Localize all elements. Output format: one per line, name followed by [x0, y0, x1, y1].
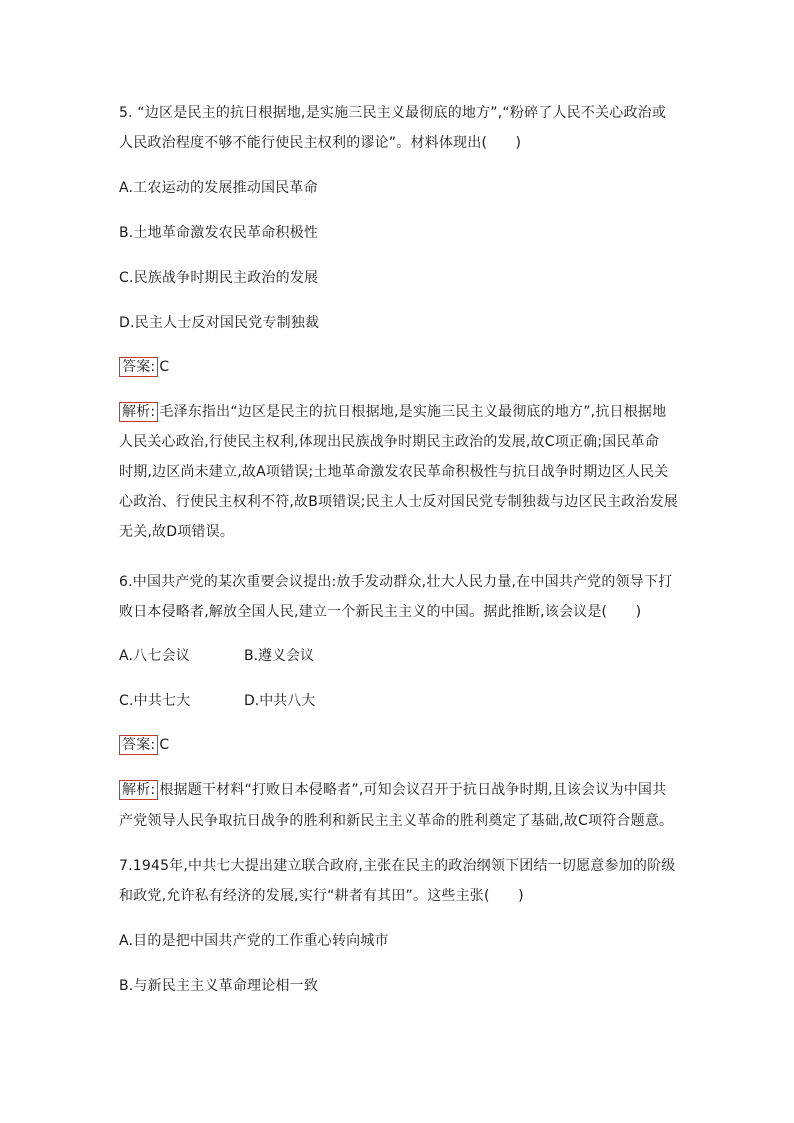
q7-option-b: B.与新民主主义革命理论相一致: [119, 978, 319, 994]
q6-stem-line-2: 败日本侵略者,解放全国人民,建立一个新民主主义的中国。据此推断,该会议是( ): [119, 604, 642, 620]
q7-stem-line-1: 7.1945年,中共七大提出建立联合政府,主张在民主的政治纲领下团结一切愿意参加的阶级: [119, 858, 676, 874]
answer-label: 答案:: [119, 735, 158, 755]
q5-analysis-line-2: 人民关心政治,行使民主权利,体现出民族战争时期民主政治的发展,故C项正确;国民革命: [119, 434, 660, 450]
q5-analysis-line-1: [119, 402, 666, 422]
q5-option-d: D.民主人士反对国民党专制独裁: [119, 315, 320, 331]
q5-analysis-line-5: 无关,故D项错误。: [119, 524, 235, 540]
q5-option-c: C.民族战争时期民主政治的发展: [119, 270, 319, 286]
q6-option-d: D.中共八大: [244, 693, 316, 709]
q5-option-b: B.土地革命激发农民革命积极性: [119, 225, 319, 241]
q7-stem-line-2: 和政党,允许私有经济的发展,实行“耕者有其田”。这些主张( ): [119, 888, 524, 904]
q5-analysis-line-4: 心政治、行使民主权利不符,故B项错误;民主人士反对国民党专制独裁与边区民主政治发展: [119, 494, 678, 510]
analysis-label: 解析:: [119, 780, 158, 800]
q6-option-c: C.中共七大: [119, 693, 191, 709]
q6-analysis-line-2: 产党领导人民争取抗日战争的胜利和新民主主义革命的胜利奠定了基础,故C项符合题意。: [119, 813, 674, 829]
q6-stem-line-1: 6.中国共产党的某次重要会议提出:放手发动群众,壮大人民力量,在中国共产党的领导下打: [119, 574, 673, 590]
analysis-text: 毛泽东指出“边区是民主的抗日根据地,是实施三民主义最彻底的地方”,抗日根据地: [159, 404, 667, 420]
q5-analysis-line-3: 时期,边区尚未建立,故A项错误;土地革命激发农民革命积极性与抗日战争时期边区人民关: [119, 464, 669, 480]
analysis-text: 根据题干材料“打败日本侵略者”,可知会议召开于抗日战争时期,且该会议为中国共: [159, 782, 667, 798]
answer-label: 答案:: [119, 357, 158, 377]
q5-stem-line-2: 人民政治程度不够不能行使民主权利的谬论”。材料体现出( ): [119, 135, 522, 151]
q6-option-b: B.遵义会议: [244, 648, 315, 664]
q5-option-a: A.工农运动的发展推动国民革命: [119, 180, 318, 196]
q6-answer: [119, 735, 169, 755]
q5-answer: [119, 357, 169, 377]
answer-value: C: [159, 737, 170, 753]
q6-option-a: A.八七会议: [119, 648, 190, 664]
analysis-label: 解析:: [119, 402, 158, 422]
q5-stem-line-1: 5. “边区是民主的抗日根据地,是实施三民主义最彻底的地方”,“粉碎了人民不关心政治或: [119, 105, 667, 121]
q6-analysis-line-1: [119, 780, 666, 800]
answer-value: C: [159, 359, 170, 375]
q7-option-a: A.目的是把中国共产党的工作重心转向城市: [119, 933, 389, 949]
